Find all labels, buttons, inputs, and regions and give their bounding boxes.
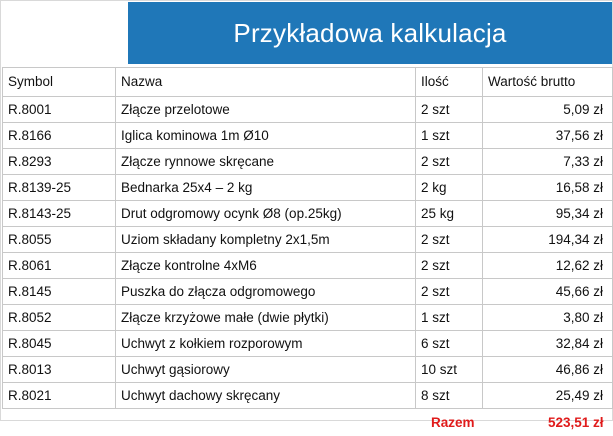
column-header-name: Nazwa <box>116 68 416 97</box>
table-row <box>3 305 613 331</box>
cell-name: Bednarka 25x4 – 2 kg <box>116 175 416 201</box>
cell-value: 7,33 zł <box>483 149 613 175</box>
cell-symbol: R.8052 <box>3 305 116 331</box>
total-blank-name <box>116 409 416 436</box>
cell-value: 45,66 zł <box>483 279 613 305</box>
cell-symbol: R.8021 <box>3 383 116 409</box>
table-body <box>3 97 613 436</box>
table-row <box>3 201 613 227</box>
table-row <box>3 331 613 357</box>
table-row <box>3 97 613 123</box>
cell-name: Uchwyt gąsiorowy <box>116 357 416 383</box>
cell-symbol: R.8139-25 <box>3 175 116 201</box>
cell-quantity: 2 szt <box>416 253 483 279</box>
cell-quantity: 10 szt <box>416 357 483 383</box>
cell-value: 3,80 zł <box>483 305 613 331</box>
cell-quantity: 2 kg <box>416 175 483 201</box>
cell-symbol: R.8055 <box>3 227 116 253</box>
cell-quantity: 2 szt <box>416 227 483 253</box>
cell-symbol: R.8143-25 <box>3 201 116 227</box>
cell-quantity: 2 szt <box>416 149 483 175</box>
cell-symbol: R.8001 <box>3 97 116 123</box>
cell-quantity: 25 kg <box>416 201 483 227</box>
cell-quantity: 2 szt <box>416 97 483 123</box>
cell-value: 194,34 zł <box>483 227 613 253</box>
header-left-blank <box>2 2 128 64</box>
table-row <box>3 227 613 253</box>
cell-value: 12,62 zł <box>483 253 613 279</box>
cell-name: Złącze krzyżowe małe (dwie płytki) <box>116 305 416 331</box>
cell-quantity: 2 szt <box>416 279 483 305</box>
cell-value: 25,49 zł <box>483 383 613 409</box>
page-title: Przykładowa kalkulacja <box>233 18 506 49</box>
cell-name: Puszka do złącza odgromowego <box>116 279 416 305</box>
cell-quantity: 1 szt <box>416 305 483 331</box>
cell-name: Uchwyt z kołkiem rozporowym <box>116 331 416 357</box>
cell-quantity: 6 szt <box>416 331 483 357</box>
table-header-row <box>3 68 613 97</box>
total-blank-symbol <box>3 409 116 436</box>
table-row <box>3 149 613 175</box>
table-row <box>3 357 613 383</box>
document-title-bar <box>128 2 612 64</box>
column-header-value: Wartość brutto <box>483 68 613 97</box>
cell-value: 46,86 zł <box>483 357 613 383</box>
cell-value: 5,09 zł <box>483 97 613 123</box>
cell-quantity: 8 szt <box>416 383 483 409</box>
cell-name: Uchwyt dachowy skręcany <box>116 383 416 409</box>
cell-name: Uziom składany kompletny 2x1,5m <box>116 227 416 253</box>
table-total-row <box>3 409 613 436</box>
table-row <box>3 383 613 409</box>
cell-name: Złącze kontrolne 4xM6 <box>116 253 416 279</box>
cell-symbol: R.8145 <box>3 279 116 305</box>
cell-name: Złącze rynnowe skręcane <box>116 149 416 175</box>
total-value: 523,51 zł <box>483 409 613 436</box>
table-header <box>3 68 613 97</box>
table-row <box>3 175 613 201</box>
calculation-table <box>2 67 613 436</box>
column-header-symbol: Symbol <box>3 68 116 97</box>
cell-value: 32,84 zł <box>483 331 613 357</box>
total-label: Razem <box>416 409 483 436</box>
cell-symbol: R.8293 <box>3 149 116 175</box>
cell-symbol: R.8166 <box>3 123 116 149</box>
cell-value: 37,56 zł <box>483 123 613 149</box>
table-row <box>3 279 613 305</box>
cell-quantity: 1 szt <box>416 123 483 149</box>
cell-name: Drut odgromowy ocynk Ø8 (op.25kg) <box>116 201 416 227</box>
column-header-quantity: Ilość <box>416 68 483 97</box>
cell-symbol: R.8045 <box>3 331 116 357</box>
cell-name: Złącze przelotowe <box>116 97 416 123</box>
cell-value: 95,34 zł <box>483 201 613 227</box>
cell-value: 16,58 zł <box>483 175 613 201</box>
cell-name: Iglica kominowa 1m Ø10 <box>116 123 416 149</box>
table-row <box>3 123 613 149</box>
cell-symbol: R.8061 <box>3 253 116 279</box>
table-row <box>3 253 613 279</box>
cell-symbol: R.8013 <box>3 357 116 383</box>
